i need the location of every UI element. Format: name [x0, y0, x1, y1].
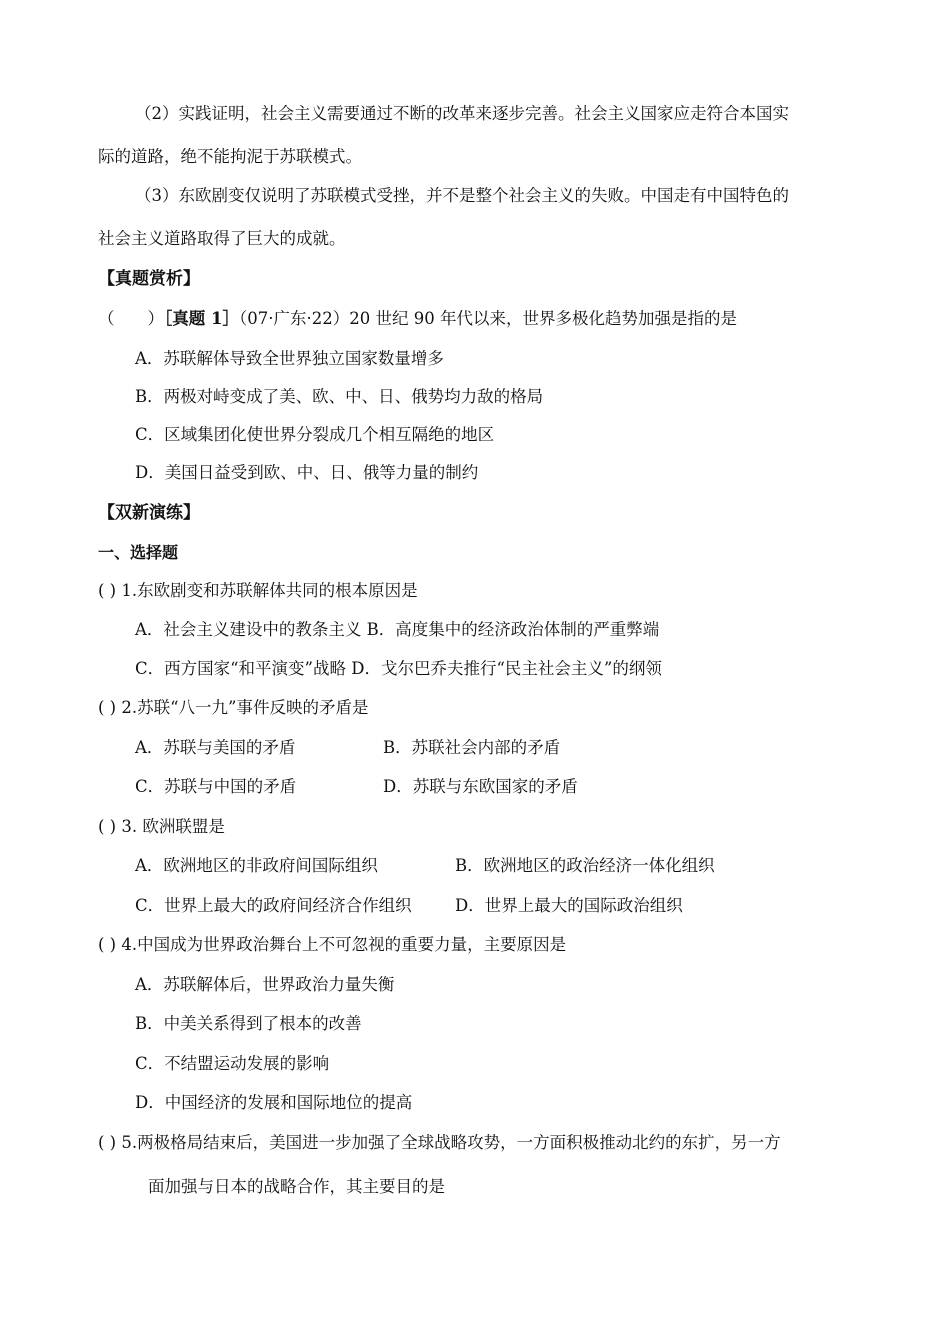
- q3-option-b: B．欧洲地区的政治经济一体化组织: [455, 856, 715, 875]
- q2-option-c: C．苏联与中国的矛盾: [135, 777, 297, 796]
- q3-stem: ( ) 3. 欧洲联盟是: [98, 817, 225, 836]
- section-title: 一、选择题: [98, 543, 179, 562]
- q3-option-c: C．世界上最大的政府间经济合作组织: [135, 896, 412, 915]
- zhenti-question: [98, 308, 737, 330]
- paragraph-2-line-2: 际的道路，绝不能拘泥于苏联模式。: [98, 147, 362, 166]
- q4-option-c: C．不结盟运动发展的影响: [135, 1054, 330, 1073]
- q1-options-row-1: A．社会主义建设中的教条主义 B．高度集中的经济政治体制的严重弊端: [135, 620, 660, 639]
- q2-option-d: D．苏联与东欧国家的矛盾: [383, 777, 578, 796]
- q3-option-d: D．世界上最大的国际政治组织: [455, 896, 683, 915]
- zhenti-option-b: B．两极对峙变成了美、欧、中、日、俄势均力敌的格局: [135, 387, 544, 406]
- paragraph-3-line-2: 社会主义道路取得了巨大的成就。: [98, 229, 346, 248]
- q5-stem-line-2: 面加强与日本的战略合作，其主要目的是: [148, 1177, 445, 1196]
- zhenti-option-d: D．美国日益受到欧、中、日、俄等力量的制约: [135, 463, 479, 482]
- zhenti-tag: ［真题 1］: [164, 309, 239, 328]
- zhenti-heading: 【真题赏析】: [98, 269, 200, 289]
- q2-option-a: A．苏联与美国的矛盾: [135, 738, 296, 757]
- zhenti-option-a: A．苏联解体导致全世界独立国家数量增多: [135, 349, 444, 368]
- q5-stem-line-1: ( ) 5.两极格局结束后，美国进一步加强了全球战略攻势，一方面积极推动北约的东扩，另一方: [98, 1133, 781, 1152]
- zhenti-option-c: C．区域集团化使世界分裂成几个相互隔绝的地区: [135, 425, 495, 444]
- zhenti-stem: （07·广东·22）20 世纪 90 年代以来，世界多极化趋势加强是指的是: [238, 309, 737, 328]
- q3-option-a: A．欧洲地区的非政府间国际组织: [135, 856, 378, 875]
- paragraph-3-line-1: （3）东欧剧变仅说明了苏联模式受挫，并不是整个社会主义的失败。中国走有中国特色的: [135, 186, 789, 205]
- q4-option-a: A．苏联解体后，世界政治力量失衡: [135, 975, 395, 994]
- q2-option-b: B．苏联社会内部的矛盾: [383, 738, 561, 757]
- q4-option-d: D．中国经济的发展和国际地位的提高: [135, 1093, 413, 1112]
- q2-stem: ( ) 2.苏联“八一九”事件反映的矛盾是: [98, 698, 369, 717]
- q1-stem: ( ) 1.东欧剧变和苏联解体共同的根本原因是: [98, 581, 418, 600]
- q4-stem: ( ) 4.中国成为世界政治舞台上不可忽视的重要力量，主要原因是: [98, 935, 567, 954]
- paragraph-2-line-1: （2）实践证明，社会主义需要通过不断的改革来逐步完善。社会主义国家应走符合本国实: [135, 104, 789, 123]
- shuangxin-heading: 【双新演练】: [98, 503, 200, 523]
- answer-blank: （ ）: [98, 309, 164, 328]
- q4-option-b: B．中美关系得到了根本的改善: [135, 1014, 362, 1033]
- q1-options-row-2: C．西方国家“和平演变”战略 D．戈尔巴乔夫推行“民主社会主义”的纲领: [135, 659, 662, 678]
